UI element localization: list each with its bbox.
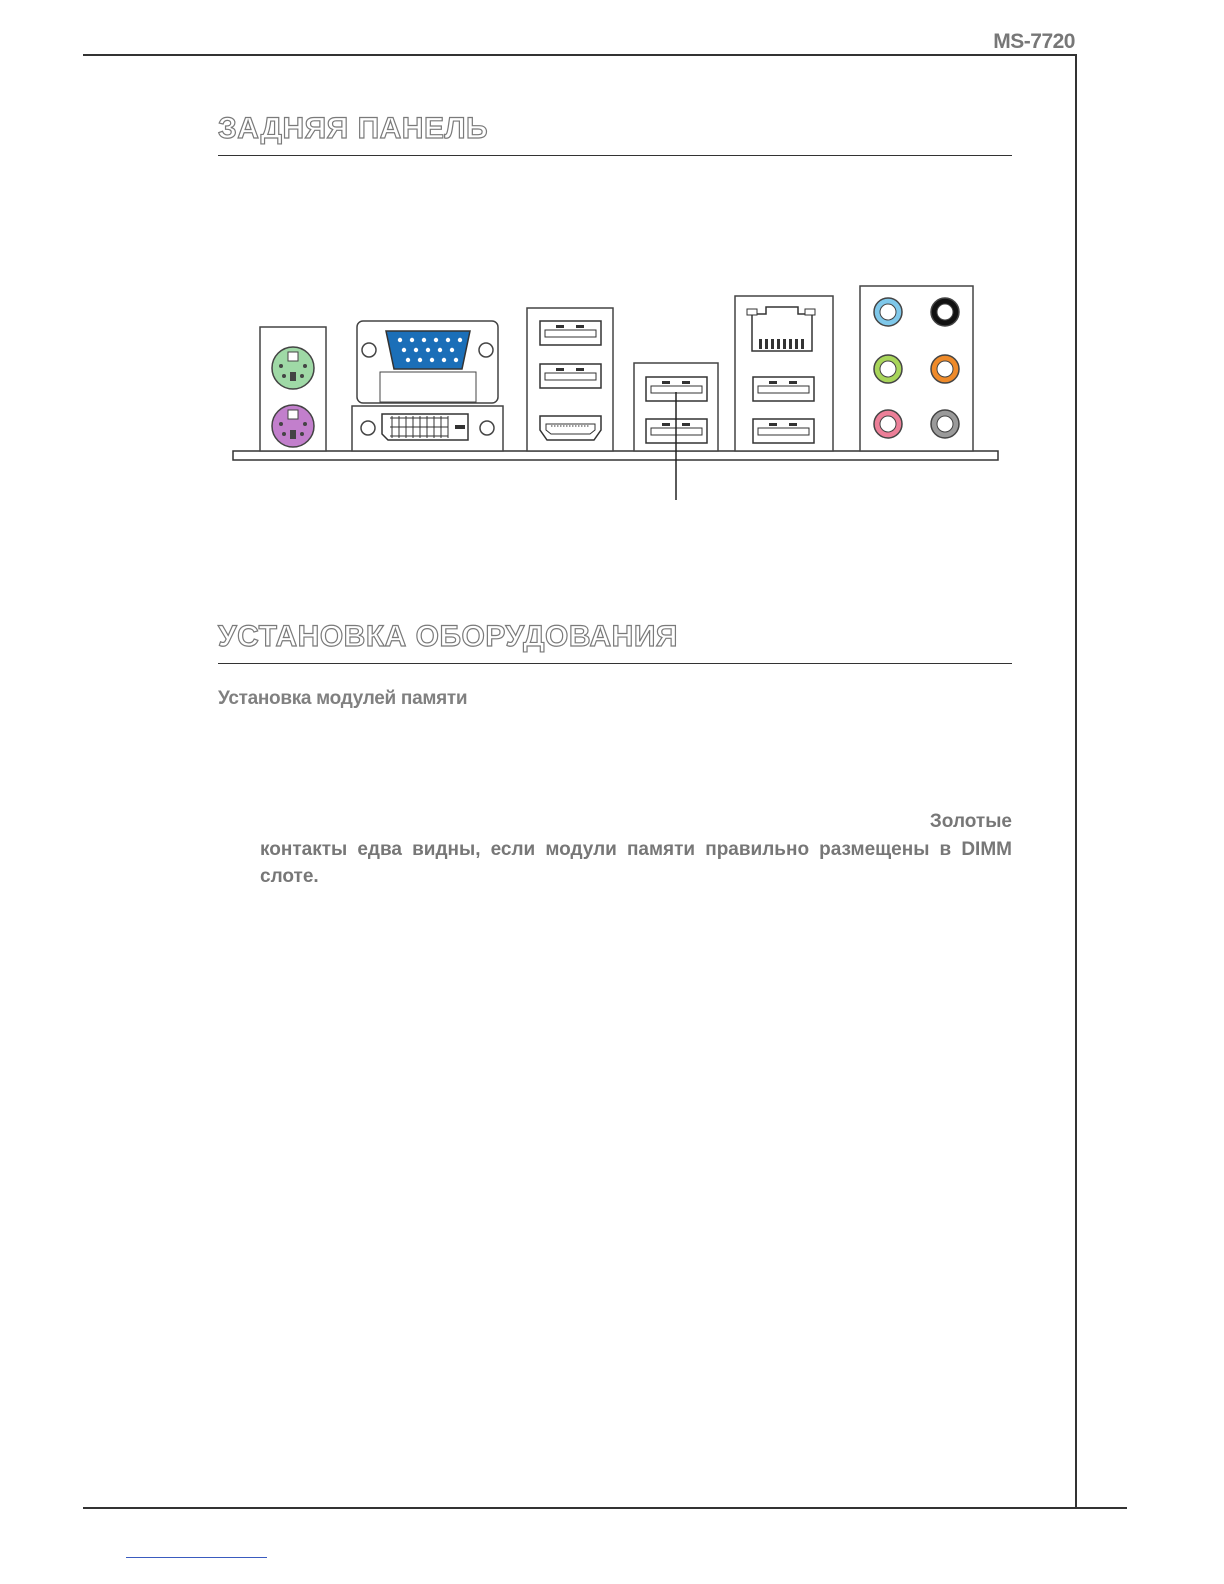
footer-link-underline	[126, 1557, 267, 1558]
io-shield-base	[233, 451, 998, 460]
usb-port	[540, 321, 601, 345]
hdmi-port	[540, 416, 601, 440]
back-panel-diagram	[0, 0, 1224, 560]
hardware-install-title: УСТАНОВКА ОБОРУДОВАНИЯ	[218, 620, 678, 653]
paragraph-tail-line1: Золотые	[929, 811, 1012, 832]
audio-jacks	[860, 286, 973, 451]
hardware-install-title-rule	[218, 663, 1012, 664]
ps2-ports	[260, 327, 326, 451]
audio-jack-line-in	[874, 298, 902, 326]
paragraph-tail-body: контакты едва видны, если модули памяти правильно размещены в DIMM слоте.	[260, 839, 1012, 887]
audio-jack-center	[931, 355, 959, 383]
memory-install-subheading: Установка модулей памяти	[218, 688, 468, 709]
audio-jack-side	[931, 410, 959, 438]
usb-pair-ports	[634, 363, 718, 500]
usb-hdmi-ports	[527, 308, 613, 451]
dvi-port	[352, 406, 503, 451]
vga-screw-right	[479, 343, 493, 357]
usb-port	[540, 364, 601, 388]
lan-usb-ports	[735, 296, 833, 451]
ps2-mouse-port	[272, 347, 314, 389]
usb-port	[753, 377, 814, 401]
lan-port	[747, 307, 815, 351]
vga-screw-left	[362, 343, 376, 357]
video-ports	[352, 321, 503, 451]
audio-jack-rear	[931, 298, 959, 326]
footer-rule	[83, 1507, 1127, 1509]
usb-port	[753, 419, 814, 443]
back-panel-title: ЗАДНЯЯ ПАНЕЛЬ	[218, 112, 489, 145]
ps2-keyboard-port	[272, 405, 314, 447]
model-label: MS-7720	[993, 30, 1075, 53]
audio-jack-line-out	[874, 355, 902, 383]
audio-jack-mic	[874, 410, 902, 438]
